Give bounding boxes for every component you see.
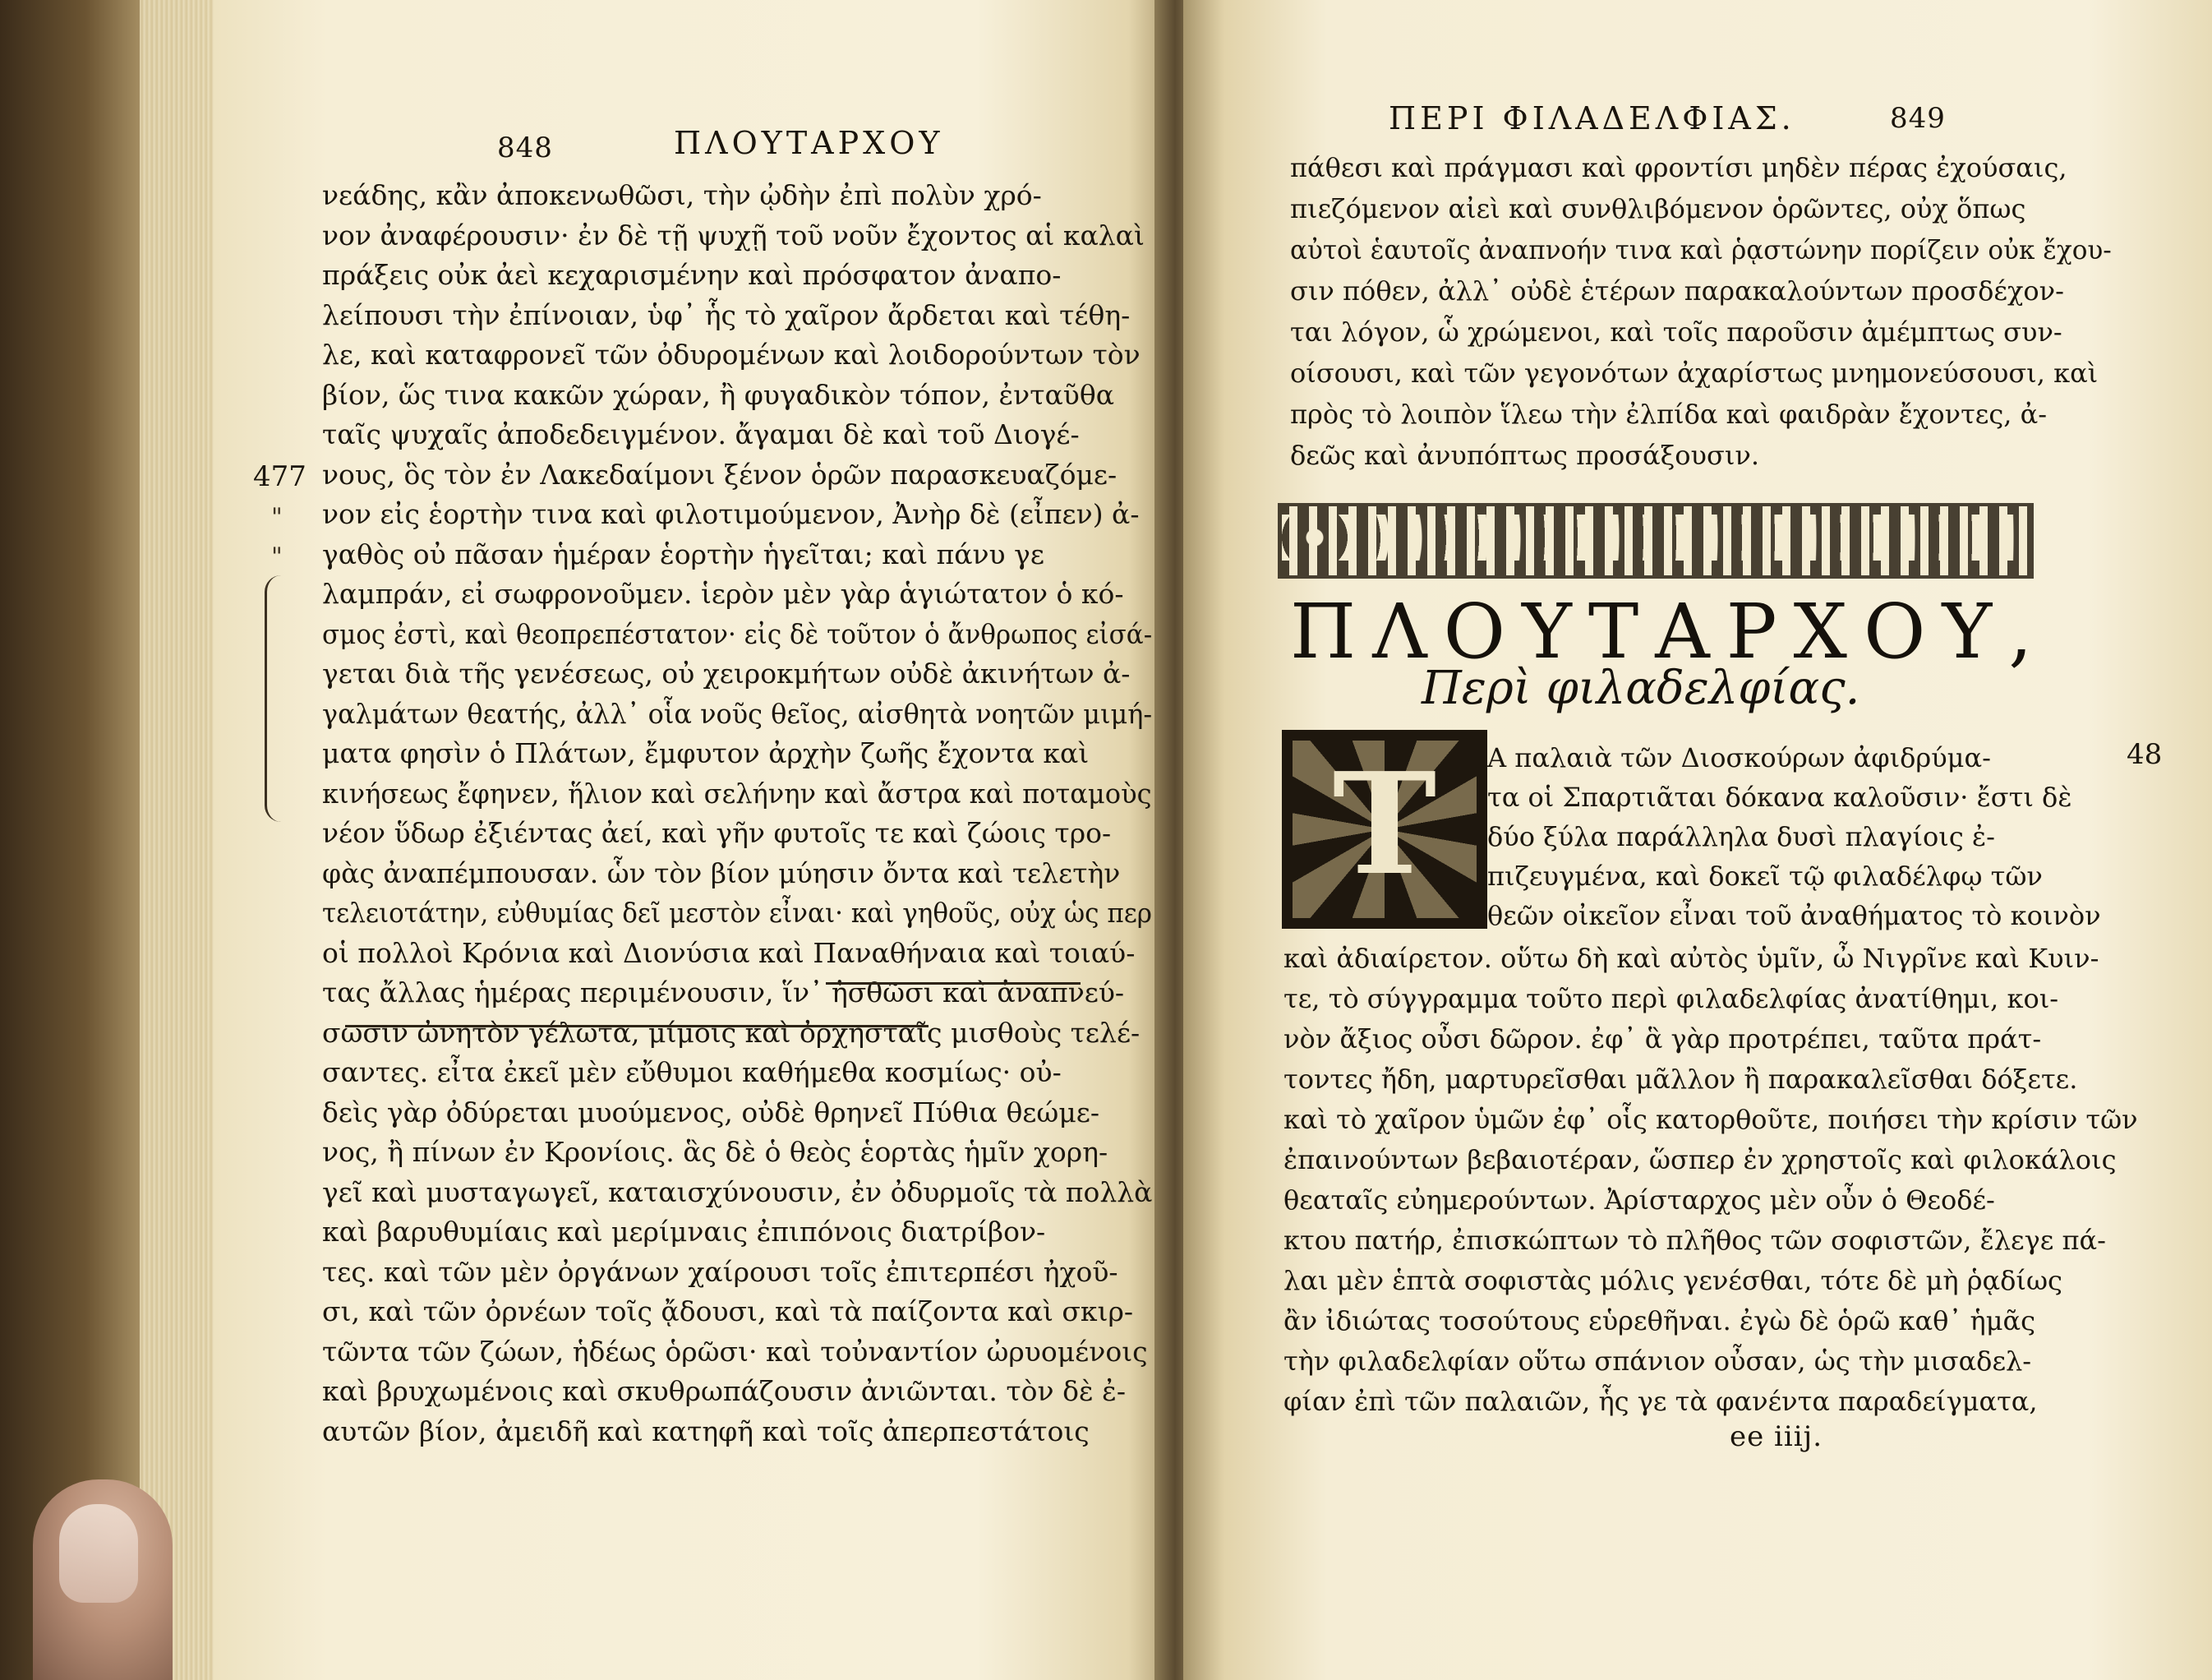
text-line: γεῖ καὶ μυσταγωγεῖ, καταισχύνουσιν, ἐν ὀδυρμοῖς τὰ πολλὰ xyxy=(322,1175,1153,1208)
margin-number-right: 48 xyxy=(2127,738,2163,771)
text-line: νους, ὃς τὸν ἐν Λακεδαίμονι ξένον ὁρῶν παρασκευαζόμε- xyxy=(322,458,1118,491)
treatise-subtitle: Περὶ φιλαδελφίας. xyxy=(1422,662,1860,715)
signature-mark: ee iiij. xyxy=(1730,1420,1823,1453)
treatise-author-title: ΠΛΟΥΤΑΡΧΟΥ, xyxy=(1290,588,2049,676)
thumbnail xyxy=(59,1504,138,1603)
handwritten-underline xyxy=(826,982,1081,985)
text-line: καὶ βρυχωμένοις καὶ σκυθρωπάζουσιν ἀνιῶνται. τὸν δὲ ἐ- xyxy=(322,1375,1127,1407)
text-line: τὴν φιλαδελφίαν οὕτω σπάνιον οὖσαν, ὡς τὴν μισαδελ- xyxy=(1283,1345,2032,1377)
text-line: οἱ πολλοὶ Κρόνια καὶ Διονύσια καὶ Παναθήναια καὶ τοιαύ- xyxy=(322,936,1136,969)
text-line: τε, τὸ σύγγραμμα τοῦτο περὶ φιλαδελφίας ἀνατίθημι, κοι- xyxy=(1283,983,2059,1014)
text-line: λαμπράν, εἰ σωφρονοῦμεν. ἱερὸν μὲν γὰρ ἁγιώτατον ὁ κό- xyxy=(322,578,1124,610)
left-page xyxy=(214,0,1167,1680)
text-line: καὶ ἀδιαίρετον. οὕτω δὴ καὶ αὐτὸς ὑμῖν, ὦ Νιγρῖνε καὶ Κυιν- xyxy=(1283,943,2099,974)
text-line: ματα φησὶν ὁ Πλάτων, ἔμφυτον ἀρχὴν ζωῆς ἔχοντα καὶ xyxy=(322,737,1090,769)
text-line: θεῶν οἰκεῖον εἶναι τοῦ ἀναθήματος τὸ κοινὸν xyxy=(1487,900,2101,931)
text-line: φίαν ἐπὶ τῶν παλαιῶν, ἧς γε τὰ φανέντα παραδείγματα, xyxy=(1283,1386,2038,1417)
text-line: νος, ἢ πίνων ἐν Κρονίοις. ἃς δὲ ὁ θεὸς ἑορτὰς ἡμῖν χορη- xyxy=(322,1136,1108,1168)
text-line: κινήσεως ἔφηνεν, ἥλιον καὶ σελήνην καὶ ἄστρα καὶ ποταμοὺς xyxy=(322,777,1152,810)
text-line: σμος ἐστὶ, καὶ θεοπρεπέστατον· εἰς δὲ τοῦτον ὁ ἄνθρωπος εἰσά- xyxy=(322,617,1153,650)
text-line: λαι μὲν ἑπτὰ σοφιστὰς μόλις γενέσθαι, τότε δὲ μὴ ῥᾳδίως xyxy=(1283,1265,2062,1296)
margin-mark: " xyxy=(271,503,283,532)
running-head-left: ΠΛΟΥΤΑΡΧΟΥ xyxy=(674,125,944,161)
text-line: σι, καὶ τῶν ὀρνέων τοῖς ᾄδουσι, καὶ τὰ παίζοντα καὶ σκιρ- xyxy=(322,1295,1134,1327)
text-line: νεάδης, κἂν ἀποκενωθῶσι, τὴν ᾠδὴν ἐπὶ πολὺν χρό- xyxy=(322,179,1042,211)
ornamental-band-pattern xyxy=(1282,515,2030,561)
text-line: οίσουσι, καὶ τῶν γεγονότων ἀχαρίστως μνημονεύσουσι, καὶ xyxy=(1290,358,2099,389)
text-line: πάθεσι καὶ πράγμασι καὶ φροντίσι μηδὲν πέρας ἐχούσαις, xyxy=(1290,152,2067,183)
text-line: λείπουσι τὴν ἐπίνοιαν, ὑφ᾽ ἧς τὸ χαῖρον ἄρδεται καὶ τέθη- xyxy=(322,298,1131,331)
text-line: νον ἀναφέρουσιν· ἐν δὲ τῇ ψυχῇ τοῦ νοῦν ἔχοντος αἱ καλαὶ xyxy=(322,219,1145,252)
text-line: σιν πόθεν, ἀλλ᾽ οὐδὲ ἑτέρων παρακαλούντων προσδέχον- xyxy=(1290,275,2064,307)
handwritten-underline xyxy=(345,1025,929,1027)
text-line: κτου πατήρ, ἐπισκώπτων τὸ πλῆθος τῶν σοφιστῶν, ἔλεγε πά- xyxy=(1283,1225,2106,1256)
text-line: νέον ὕδωρ ἐξιέντας ἀεί, καὶ γῆν φυτοῖς τε καὶ ζώοις τρο- xyxy=(322,817,1112,849)
text-line: πράξεις οὐκ ἀεὶ κεχαρισμένην καὶ πρόσφατον ἀναπο- xyxy=(322,259,1062,291)
margin-mark: " xyxy=(271,542,283,571)
text-line: τελειοτάτην, εὐθυμίας δεῖ μεστὸν εἶναι· καὶ γηθοῦς, οὐχ ὡς περ xyxy=(322,897,1153,929)
text-line: γαλμάτων θεατής, ἀλλ᾽ οἷα νοῦς θεῖος, αἰσθητὰ νοητῶν μιμή- xyxy=(322,697,1153,730)
text-line: τας ἄλλας ἡμέρας περιμένουσιν, ἵν᾽ ἡσθῶσι καὶ ἀναπνεύ- xyxy=(322,976,1125,1008)
text-line: Α παλαιὰ τῶν Διοσκούρων ἀφιδρύμα- xyxy=(1487,742,1991,773)
text-line: βίον, ὥς τινα κακῶν χώραν, ἢ φυγαδικὸν τόπον, ἐνταῦθα xyxy=(322,378,1114,411)
text-line: καὶ τὸ χαῖρον ὑμῶν ἐφ᾽ οἷς κατορθοῦτε, ποιήσει τὴν κρίσιν τῶν xyxy=(1283,1104,2138,1135)
text-line: τοντες ἤδη, μαρτυρεῖσθαι μᾶλλον ἢ παρακαλεῖσθαι δόξετε. xyxy=(1283,1064,2078,1095)
text-line: γαθὸς οὐ πᾶσαν ἡμέραν ἑορτὴν ἡγεῖται; καὶ πάνυ γε xyxy=(322,538,1044,570)
folio-left: 848 xyxy=(497,132,553,164)
left-text-block xyxy=(322,174,1152,1456)
text-line: γεται διὰ τῆς γενέσεως, οὐ χειροκμήτων οὐδὲ ἀκινήτων ἀ- xyxy=(322,658,1131,690)
right-top-text-block xyxy=(1290,146,2112,492)
text-line: θεαταῖς εὐημερούντων. Ἀρίσταρχος μὲν οὖν ὁ Θεοδέ- xyxy=(1283,1184,1995,1216)
decorated-initial xyxy=(1282,730,1487,929)
margin-number-left: 477 xyxy=(253,460,306,493)
text-line: καὶ βαρυθυμίαις καὶ μερίμναις ἐπιπόνοις διατρίβον- xyxy=(322,1216,1046,1248)
text-line: ταῖς ψυχαῖς ἀποδεδειγμένον. ἄγαμαι δὲ καὶ τοῦ Διογέ- xyxy=(322,418,1080,450)
right-initial-text-block xyxy=(1487,736,2128,958)
folio-right: 849 xyxy=(1890,102,1946,135)
text-line: αὐτοὶ ἑαυτοῖς ἀναπνοήν τινα καὶ ῥᾳστώνην πορίζειν οὐκ ἔχου- xyxy=(1290,234,2112,265)
text-line: δύο ξύλα παράλληλα δυσὶ πλαγίοις ἐ- xyxy=(1487,821,1995,852)
text-line: πιεζόμενον αἰεὶ καὶ συνθλιβόμενον ὁρῶντες, οὐχ ὅπως xyxy=(1290,193,2026,224)
text-line: σαντες. εἶτα ἐκεῖ μὲν εὔθυμοι καθήμεθα κοσμίως· οὐ- xyxy=(322,1056,1062,1088)
handwritten-bracket xyxy=(265,575,283,822)
text-line: νὸν ἄξιος οὖσι δῶρον. ἐφ᾽ ἃ γὰρ προτρέπει, ταῦτα πράτ- xyxy=(1283,1023,2042,1055)
decorated-initial-letter: T xyxy=(1332,742,1437,907)
text-line: δεὶς γὰρ ὀδύρεται μυούμενος, οὐδὲ θρηνεῖ Πύθια θεώμε- xyxy=(322,1096,1100,1128)
text-line: τῶντα τῶν ζώων, ἡδέως ὁρῶσι· καὶ τοὐναντίον ὠρυομένοις xyxy=(322,1335,1148,1368)
running-head-right: ΠΕΡΙ ΦΙΛΑΔΕΛΦΙΑΣ. xyxy=(1389,100,1795,136)
text-line: δεῶς καὶ ἀνυπόπτως προσάξουσιν. xyxy=(1290,440,1760,471)
text-line: αυτῶν βίον, ἀμειδῆ καὶ κατηφῆ καὶ τοῖς ἀπερπεστάτοις xyxy=(322,1415,1090,1447)
text-line: πρὸς τὸ λοιπὸν ἵλεω τὴν ἐλπίδα καὶ φαιδρὰν ἔχοντες, ἀ- xyxy=(1290,399,2048,430)
text-line: φὰς ἀναπέμπουσαν. ὧν τὸν βίον μύησιν ὄντα καὶ τελετὴν xyxy=(322,856,1121,889)
text-line: νον εἰς ἑορτὴν τινα καὶ φιλοτιμούμενον, Ἀνὴρ δὲ (εἶπεν) ἀ- xyxy=(322,498,1140,530)
text-line: ἐπαινούντων βεβαιοτέραν, ὥσπερ ἐν χρηστοῖς καὶ φιλοκάλοις xyxy=(1283,1144,2117,1175)
text-line: σωσιν ὠνητὸν γέλωτα, μίμοις καὶ ὀρχησταῖς μισθοὺς τελέ- xyxy=(322,1016,1141,1049)
text-line: τες. καὶ τῶν μὲν ὀργάνων χαίρουσι τοῖς ἐπιτερπέσι ἠχοῦ- xyxy=(322,1255,1118,1288)
text-line: λε, καὶ καταφρονεῖ τῶν ὀδυρομένων καὶ λοιδορούντων τὸν xyxy=(322,339,1141,371)
right-body-text-block xyxy=(1283,937,2138,1471)
text-line: τα οἱ Σπαρτιᾶται δόκανα καλοῦσιν· ἔστι δὲ xyxy=(1487,782,2072,813)
text-line: ται λόγον, ὧ χρώμενοι, καὶ τοῖς παροῦσιν ἀμέμπτως συν- xyxy=(1290,316,2062,348)
text-line: ἂν ἰδιώτας τοσούτους εὑρεθῆναι. ἐγὼ δὲ ὁρῶ καθ᾽ ἡμᾶς xyxy=(1283,1305,2036,1336)
text-line: πιζευγμένα, καὶ δοκεῖ τῷ φιλαδέλφῳ τῶν xyxy=(1487,861,2043,892)
